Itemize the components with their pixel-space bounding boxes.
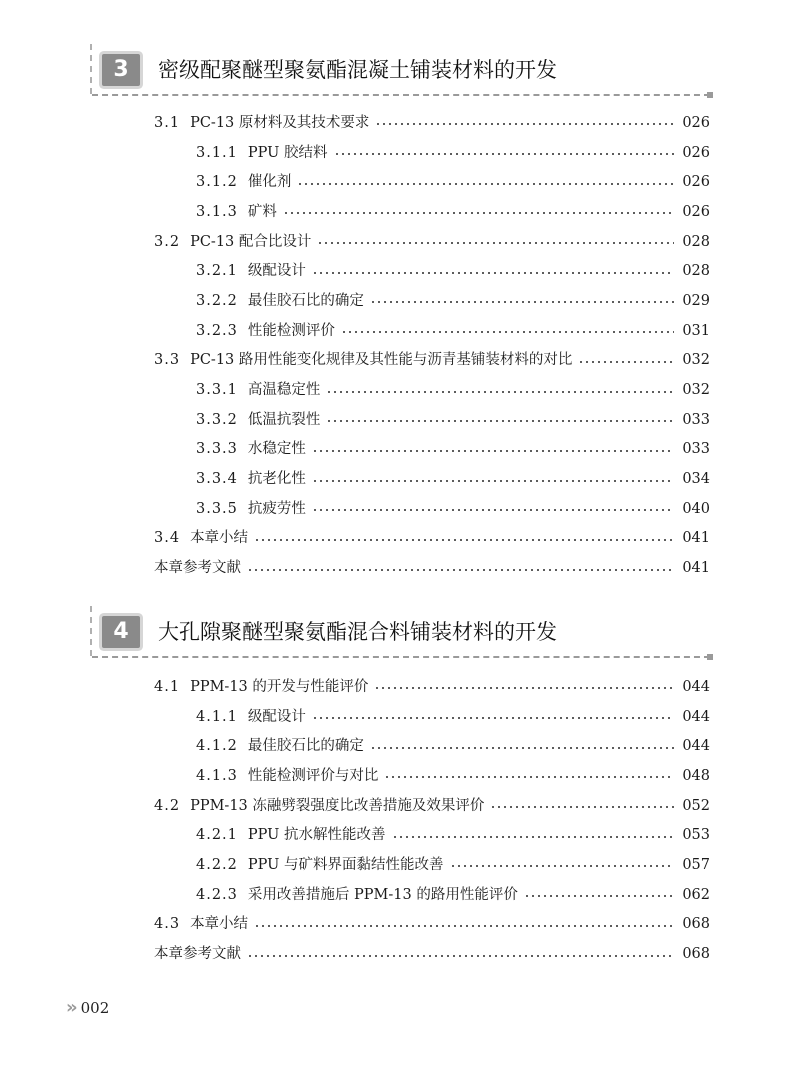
dot-leader bbox=[392, 836, 675, 838]
toc-entry-heading bbox=[196, 439, 680, 459]
section-title: PC-13 原材料及其技术要求 bbox=[190, 114, 370, 131]
toc-entry[interactable] bbox=[0, 524, 710, 554]
toc-page-number: 026 bbox=[682, 144, 710, 161]
dot-leader bbox=[312, 717, 674, 719]
section-title: 性能检测评价与对比 bbox=[247, 767, 379, 784]
toc-page-number: 057 bbox=[682, 856, 710, 873]
section-number: 3.2.3 bbox=[196, 322, 238, 339]
section-title: 本章小结 bbox=[190, 916, 249, 933]
toc-page-number: 062 bbox=[682, 886, 710, 903]
toc-entry-heading bbox=[154, 113, 680, 133]
toc-entry-heading bbox=[196, 202, 680, 222]
section-number: 3.2 bbox=[154, 233, 181, 250]
toc-page-number: 048 bbox=[682, 767, 710, 784]
dot-leader bbox=[374, 687, 674, 689]
toc-entry[interactable] bbox=[0, 256, 710, 286]
section-number: 3.3.3 bbox=[196, 441, 238, 458]
section-number: 4.1 bbox=[154, 678, 181, 695]
chapter-title: 大孔隙聚醚型聚氨酯混合料铺装材料的开发 bbox=[158, 620, 557, 644]
section-title: PPM-13 冻融劈裂强度比改善措施及效果评价 bbox=[190, 797, 485, 814]
toc-list bbox=[0, 108, 790, 583]
dot-leader bbox=[375, 123, 674, 125]
section-number: 4.1.1 bbox=[196, 708, 238, 725]
toc-entry[interactable] bbox=[0, 405, 710, 435]
section-number: 3.1 bbox=[154, 114, 181, 131]
toc-entry-heading bbox=[196, 410, 680, 430]
toc-page-number: 044 bbox=[682, 678, 710, 695]
toc-page-number: 044 bbox=[682, 708, 710, 725]
section-number: 3.3.2 bbox=[196, 411, 238, 428]
toc-page-number: 033 bbox=[682, 411, 710, 428]
toc-entry[interactable] bbox=[0, 910, 710, 940]
dot-leader bbox=[341, 331, 674, 333]
section-number: 4.2.1 bbox=[196, 827, 238, 844]
toc-page-number: 031 bbox=[682, 322, 710, 339]
toc-entry-heading bbox=[196, 736, 680, 756]
section-number: 4.2.2 bbox=[196, 856, 238, 873]
toc-entry-heading bbox=[196, 825, 680, 845]
toc-entry[interactable] bbox=[0, 702, 710, 732]
section-number: 3.1.3 bbox=[196, 203, 238, 220]
toc-page-number: 026 bbox=[682, 174, 710, 191]
toc-page-number: 068 bbox=[682, 946, 710, 963]
toc-entry-heading bbox=[196, 172, 680, 192]
chapter-number-badge: 4 bbox=[102, 616, 140, 648]
toc-entry[interactable] bbox=[0, 820, 710, 850]
toc-page-number: 040 bbox=[682, 500, 710, 517]
section-number: 4.2 bbox=[154, 797, 181, 814]
section-title: PPU 与矿料界面黏结性能改善 bbox=[247, 856, 444, 873]
dot-leader bbox=[370, 301, 674, 303]
section-title: 催化剂 bbox=[247, 174, 292, 191]
dot-leader bbox=[490, 806, 674, 808]
section-title: 性能检测评价 bbox=[247, 322, 335, 339]
toc-entry-heading bbox=[154, 796, 680, 816]
section-title: PC-13 路用性能变化规律及其性能与沥青基铺装材料的对比 bbox=[190, 352, 573, 369]
toc-entry[interactable] bbox=[0, 167, 710, 197]
toc-entry[interactable] bbox=[0, 880, 710, 910]
toc-page-number: 053 bbox=[682, 827, 710, 844]
toc-entry-heading bbox=[196, 885, 680, 905]
dot-leader bbox=[370, 747, 674, 749]
chapter-title: 密级配聚醚型聚氨酯混凝土铺装材料的开发 bbox=[158, 58, 557, 82]
dot-leader bbox=[450, 865, 675, 867]
toc-entry-heading bbox=[196, 261, 680, 281]
toc-page-number: 052 bbox=[682, 797, 710, 814]
toc-entry-heading bbox=[154, 528, 680, 548]
toc-entry-heading bbox=[154, 677, 680, 697]
toc-entry-heading bbox=[154, 914, 680, 934]
toc-entry-heading bbox=[196, 499, 680, 519]
section-number: 4.3 bbox=[154, 916, 181, 933]
section-number: 3.3.1 bbox=[196, 382, 238, 399]
toc-page-number: 028 bbox=[682, 263, 710, 280]
section-title: 最佳胶石比的确定 bbox=[247, 738, 364, 755]
toc-entry[interactable] bbox=[0, 791, 710, 821]
toc-entry-heading bbox=[196, 321, 680, 341]
toc-list bbox=[0, 672, 790, 969]
toc-entry-heading bbox=[196, 855, 680, 875]
toc-page-number: 032 bbox=[682, 382, 710, 399]
toc-entry[interactable] bbox=[0, 939, 710, 969]
section-title: 级配设计 bbox=[247, 263, 306, 280]
toc-entry[interactable] bbox=[0, 553, 710, 583]
toc-page-number: 041 bbox=[682, 530, 710, 547]
section-number: 4.1.3 bbox=[196, 767, 238, 784]
toc-entry-heading bbox=[154, 944, 680, 964]
toc-entry[interactable] bbox=[0, 672, 710, 702]
toc-page-number: 032 bbox=[682, 352, 710, 369]
toc-entry[interactable] bbox=[0, 375, 710, 405]
toc-entry[interactable] bbox=[0, 435, 710, 465]
dot-leader bbox=[334, 153, 675, 155]
toc-entry[interactable] bbox=[0, 761, 710, 791]
section-title: 本章参考文献 bbox=[154, 946, 241, 963]
toc-page-number: 041 bbox=[682, 560, 710, 577]
section-title: PC-13 配合比设计 bbox=[190, 233, 312, 250]
toc-page-number: 044 bbox=[682, 738, 710, 755]
dot-leader bbox=[283, 212, 674, 214]
section-title: 高温稳定性 bbox=[247, 382, 321, 399]
section-title: 本章参考文献 bbox=[154, 560, 241, 577]
toc-entry[interactable] bbox=[0, 494, 710, 524]
toc-page-number: 029 bbox=[682, 292, 710, 309]
toc-entry[interactable] bbox=[0, 346, 710, 376]
toc-entry[interactable] bbox=[0, 464, 710, 494]
toc-entry[interactable] bbox=[0, 138, 710, 168]
dot-leader bbox=[254, 925, 674, 927]
dot-leader bbox=[524, 895, 674, 897]
dot-leader bbox=[312, 480, 674, 482]
section-number: 3.4 bbox=[154, 530, 181, 547]
chapter-header bbox=[92, 612, 710, 658]
dot-leader bbox=[326, 391, 674, 393]
toc-entry-heading bbox=[196, 143, 680, 163]
page-footer bbox=[66, 997, 109, 1018]
chapter-number-badge: 3 bbox=[102, 54, 140, 86]
page-number: 002 bbox=[80, 998, 110, 1017]
toc-page-number: 033 bbox=[682, 441, 710, 458]
dot-leader bbox=[326, 420, 674, 422]
section-title: 本章小结 bbox=[190, 530, 249, 547]
toc-entry[interactable] bbox=[0, 108, 710, 138]
section-title: 低温抗裂性 bbox=[247, 411, 321, 428]
chapter-header bbox=[92, 50, 710, 96]
toc-page-number: 026 bbox=[682, 114, 710, 131]
dot-leader bbox=[297, 183, 674, 185]
toc-entry[interactable] bbox=[0, 286, 710, 316]
toc-entry[interactable] bbox=[0, 850, 710, 880]
section-number: 4.1.2 bbox=[196, 738, 238, 755]
toc-page-number: 026 bbox=[682, 203, 710, 220]
toc-entry-heading bbox=[154, 232, 680, 252]
section-number: 3.3 bbox=[154, 352, 181, 369]
dot-leader bbox=[317, 242, 674, 244]
toc-entry-heading bbox=[196, 766, 680, 786]
section-title: PPU 胶结料 bbox=[247, 144, 328, 161]
section-number: 4.2.3 bbox=[196, 886, 238, 903]
section-number: 3.2.1 bbox=[196, 263, 238, 280]
toc-entry[interactable] bbox=[0, 197, 710, 227]
section-title: 抗老化性 bbox=[247, 471, 306, 488]
dot-leader bbox=[312, 450, 674, 452]
section-title: 水稳定性 bbox=[247, 441, 306, 458]
section-number: 3.1.1 bbox=[196, 144, 238, 161]
dot-leader bbox=[312, 272, 674, 274]
toc-page-number: 034 bbox=[682, 471, 710, 488]
toc-entry[interactable] bbox=[0, 731, 710, 761]
dot-leader bbox=[254, 539, 674, 541]
dot-leader bbox=[247, 955, 674, 957]
dot-leader bbox=[312, 509, 674, 511]
section-title: 级配设计 bbox=[247, 708, 306, 725]
section-title: PPU 抗水解性能改善 bbox=[247, 827, 386, 844]
toc-page-number: 068 bbox=[682, 916, 710, 933]
section-number: 3.3.5 bbox=[196, 500, 238, 517]
toc-entry-heading bbox=[196, 469, 680, 489]
section-title: 采用改善措施后 PPM-13 的路用性能评价 bbox=[247, 886, 518, 903]
section-number: 3.3.4 bbox=[196, 471, 238, 488]
toc-entry-heading bbox=[196, 707, 680, 727]
section-title: 最佳胶石比的确定 bbox=[247, 292, 364, 309]
dot-leader bbox=[578, 361, 674, 363]
toc-page-number: 028 bbox=[682, 233, 710, 250]
toc-entry[interactable] bbox=[0, 316, 710, 346]
dot-leader bbox=[247, 569, 674, 571]
toc-entry[interactable] bbox=[0, 227, 710, 257]
chevron-double-right-icon: » bbox=[66, 997, 75, 1018]
toc-entry-heading bbox=[196, 291, 680, 311]
dot-leader bbox=[384, 776, 674, 778]
section-number: 3.1.2 bbox=[196, 174, 238, 191]
section-title: PPM-13 的开发与性能评价 bbox=[190, 678, 369, 695]
toc-entry-heading bbox=[154, 558, 680, 578]
section-number: 3.2.2 bbox=[196, 292, 238, 309]
section-title: 抗疲劳性 bbox=[247, 500, 306, 517]
toc-entry-heading bbox=[154, 350, 680, 370]
toc-entry-heading bbox=[196, 380, 680, 400]
section-title: 矿料 bbox=[247, 203, 277, 220]
